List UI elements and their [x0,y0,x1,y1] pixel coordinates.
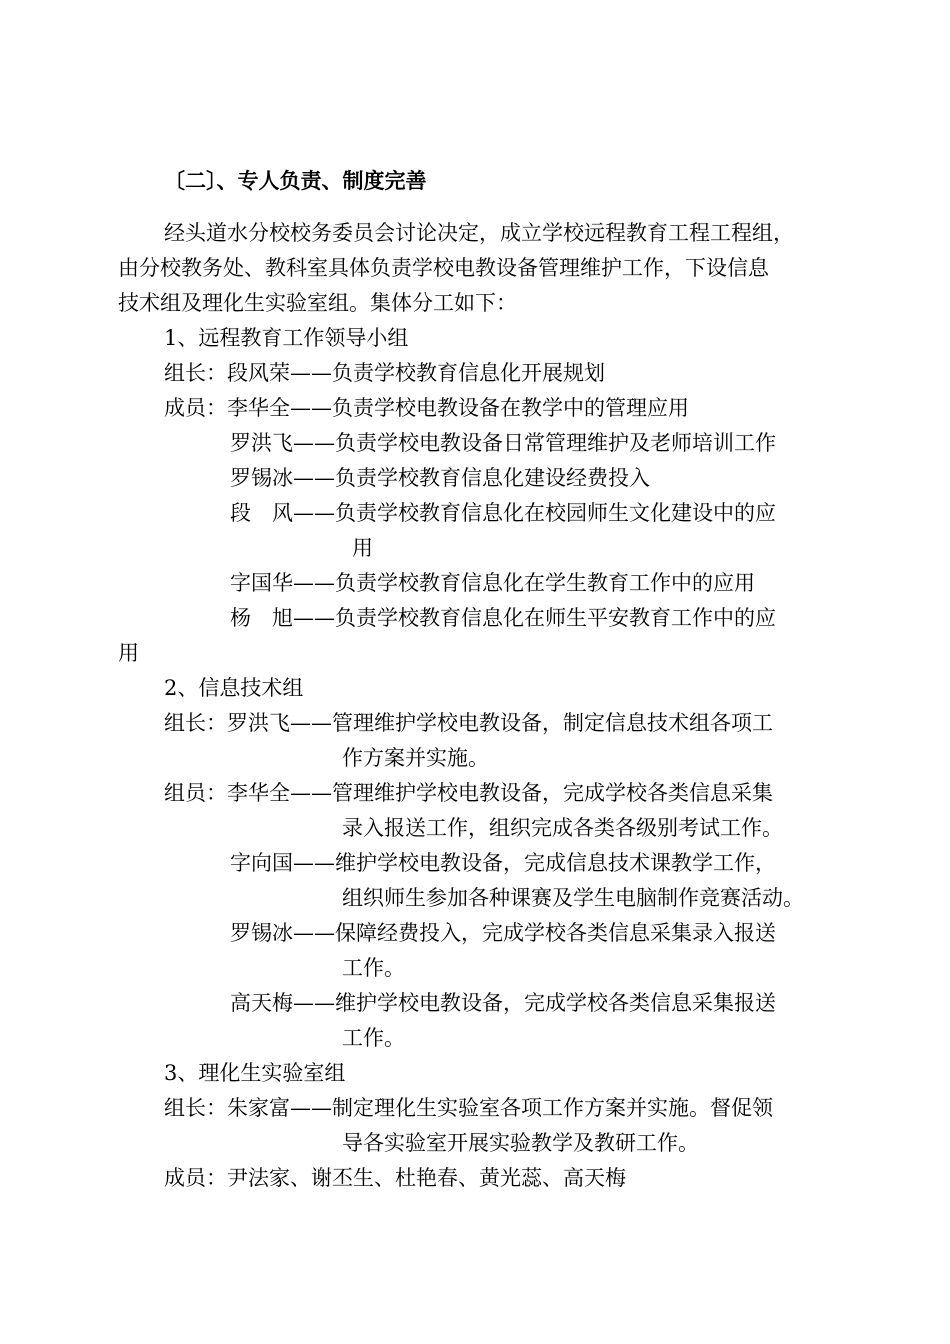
member-line: 高天梅——维护学校电教设备，完成学校各类信息采集报送 [230,991,776,1015]
intro-line: 经头道水分校校务委员会讨论决定，成立学校远程教育工程工程组， [164,221,794,245]
group-title: 1、远程教育工作领导小组 [164,326,409,350]
leader-line: 组长：朱家富——制定理化生实验室各项工作方案并实施。督促领 [164,1096,773,1120]
leader-line-continued: 作方案并实施。 [342,746,489,770]
member-line: 罗洪飞——负责学校电教设备日常管理维护及老师培训工作 [230,431,776,455]
intro-line: 技术组及理化生实验室组。集体分工如下： [118,291,517,315]
member-line: 组员：李华全——管理维护学校电教设备，完成学校各类信息采集 [164,781,773,805]
leader-line-continued: 导各实验室开展实验教学及教研工作。 [342,1131,699,1155]
member-line-continued: 工作。 [342,1026,405,1050]
member-line: 成员：李华全——负责学校电教设备在教学中的管理应用 [164,396,689,420]
member-line: 段 风——负责学校教育信息化在校园师生文化建设中的应 [230,501,776,525]
member-line: 成员：尹法家、谢丕生、杜艳春、黄光蕊、高天梅 [164,1166,626,1190]
section-heading: 〔二〕、专人负责、制度完善 [164,169,427,193]
member-line: 字国华——负责学校教育信息化在学生教育工作中的应用 [230,571,755,595]
member-line-continued: 录入报送工作，组织完成各类各级别考试工作。 [342,816,783,840]
leader-line: 组长：段风荣——负责学校教育信息化开展规划 [164,361,605,385]
member-line-continued: 用 [118,641,139,665]
intro-line: 由分校教务处、教科室具体负责学校电教设备管理维护工作，下设信息 [118,256,769,280]
member-line-continued: 用 [352,536,373,560]
member-line: 字向国——维护学校电教设备，完成信息技术课教学工作， [230,851,776,875]
member-line: 杨 旭——负责学校教育信息化在师生平安教育工作中的应 [230,606,776,630]
member-line: 罗锡冰——负责学校教育信息化建设经费投入 [230,466,650,490]
member-line-continued: 工作。 [342,956,405,980]
leader-line: 组长：罗洪飞——管理维护学校电教设备，制定信息技术组各项工 [164,711,773,735]
member-line: 罗锡冰——保障经费投入，完成学校各类信息采集录入报送 [230,921,776,945]
group-title: 3、理化生实验室组 [164,1061,346,1085]
group-title: 2、信息技术组 [164,676,304,700]
member-line-continued: 组织师生参加各种课赛及学生电脑制作竞赛活动。 [342,886,804,910]
